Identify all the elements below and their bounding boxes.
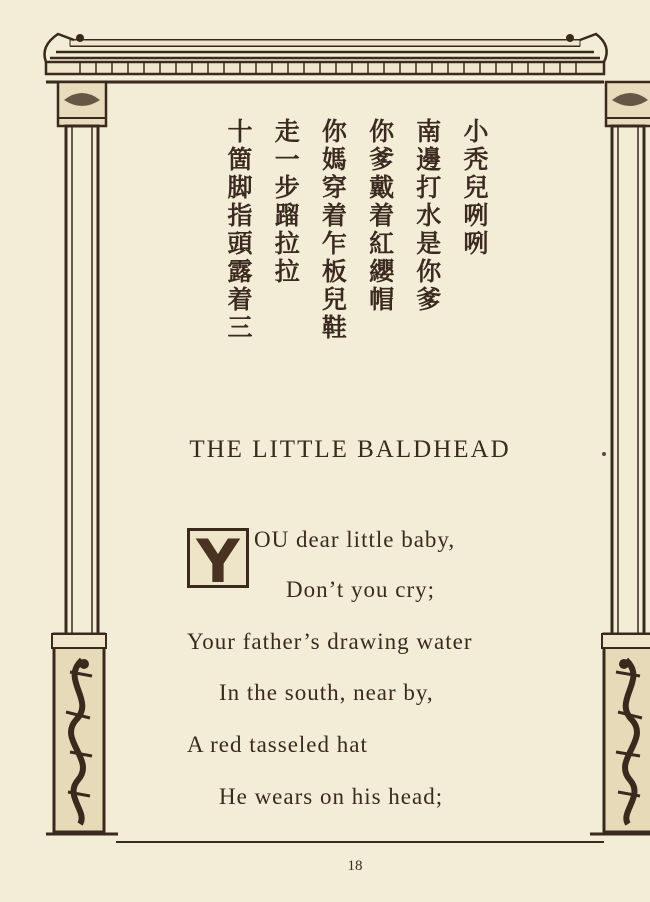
poem-title: THE LITTLE BALDHEAD [189,436,511,463]
chinese-column: 你媽穿着乍板兒鞋 [318,118,348,342]
chinese-column: 你爹戴着紅纓帽 [365,118,395,314]
chinese-column: 南邊打水是你爹 [412,118,442,314]
drop-cap [187,527,249,597]
chinese-column: 走一步蹓拉拉 [271,118,301,286]
page-number: 18 [347,858,363,874]
poem-line: Your father’s drawing water [187,629,473,654]
poem-line: A red tasseled hat [187,732,368,757]
poem-line: In the south, near by, [219,680,434,705]
chinese-column: 小秃兒咧咧 [459,118,489,258]
chinese-column: 十箇脚指頭露着三 [224,118,253,342]
drop-cap-letter: Y [196,527,240,597]
poem-line: He wears on his head; [219,784,444,809]
poem-line: Don’t you cry; [286,577,436,602]
chinese-verse [222,118,490,383]
poem-line: OU dear little baby, [254,527,456,552]
ink-dot [602,452,606,456]
